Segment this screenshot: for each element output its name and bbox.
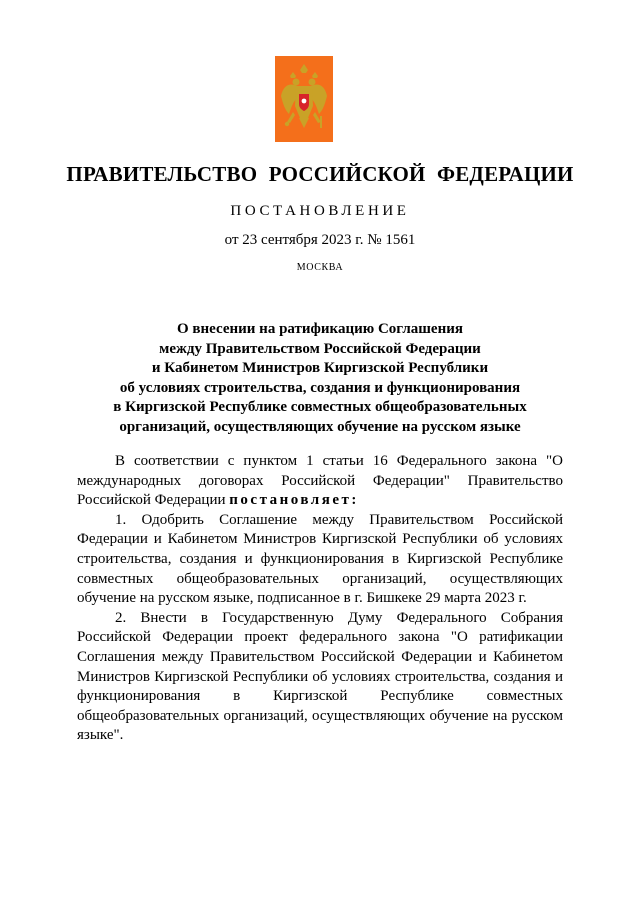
- document-subject: [60, 320, 580, 437]
- item-1-paragraph: 1. Одобрить Соглашение между Правительством Российской Федерации и Кабинетом Министров Киргизской Республики об условиях строительства, создания и функционирования в Киргизской Республике совместных общеобразовательных организаций, осуществляющих обучение на русском языке, подписанное в г. Бишкеке 29 марта 2023 г.: [77, 511, 563, 607]
- item-2-paragraph: 2. Внести в Государственную Думу Федерального Собрания Российской Федерации проект федерального закона "О ратификации Соглашения между Правительством Российской Федерации и Кабинетом Министров Киргизской Республики об условиях строительства, создания и функционирования в Киргизской Республике совместных общеобразовательных организаций, осуществляющих обучение на русском языке".: [77, 609, 563, 744]
- subject-line: организаций, осуществляющих обучение на русском языке: [119, 418, 521, 435]
- intro-text: В соответствии с пунктом 1 статьи 16 Федерального закона "О международных договорах Российской Федерации" Правительство Российской Федерации: [77, 453, 563, 509]
- document-body: [77, 452, 563, 746]
- russian-coat-of-arms-icon: [275, 56, 333, 142]
- document-date-number: от 23 сентября 2023 г. № 1561: [224, 232, 416, 248]
- intro-paragraph: [77, 452, 563, 511]
- government-title: ПРАВИТЕЛЬСТВО РОССИЙСКОЙ ФЕДЕРАЦИИ: [66, 162, 574, 186]
- subject-line: и Кабинетом Министров Киргизской Республики: [151, 360, 489, 376]
- subject-line: об условиях строительства, создания и функционирования: [119, 379, 521, 396]
- document-city: МОСКВА: [296, 262, 344, 273]
- subject-line: в Киргизской Республике совместных общеобразовательных: [113, 399, 527, 415]
- subject-line: между Правительством Российской Федерации: [159, 340, 481, 357]
- decree-word: постановляет:: [229, 492, 359, 509]
- document-type: ПОСТАНОВЛЕНИЕ: [230, 203, 410, 219]
- subject-line: О внесении на ратификацию Соглашения: [177, 321, 463, 337]
